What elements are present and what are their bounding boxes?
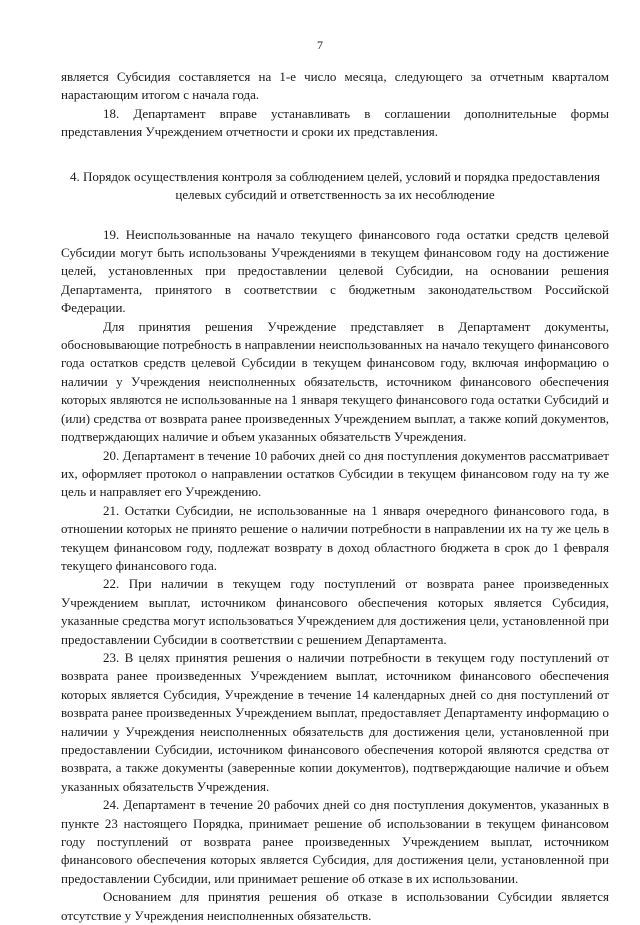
paragraph-20: 20. Департамент в течение 10 рабочих дней со дня поступления документов рассматривает их, оформляет протокол о направлении остатков Субсидии в текущем финансовом году на ту же цель и направляет его Учреждению. xyxy=(61,447,609,500)
page-number: 7 xyxy=(317,38,323,52)
document-body xyxy=(61,68,609,925)
paragraph-18: 18. Департамент вправе устанавливать в соглашении дополнительные формы представления Учреждением отчетности и сроки их представления. xyxy=(61,105,609,140)
section-heading: 4. Порядок осуществления контроля за соблюдением целей, условий и порядка предоставления целевых субсидий и ответственность за их несоблюдение xyxy=(69,168,601,202)
paragraph-19-continued: Для принятия решения Учреждение представляет в Департамент документы, обосновывающие потребность в направлении неиспользованных на начало текущего финансового года остатков средств целевой Субсидии в текущем финансовом году, включая информацию о наличии у Учреждения неисполненных обязательств, источником финансового обеспечения которых являются не использованные на 1 января текущего финансового года остатки Субсидий и (или) средства от возврата ранее произведенных Учреждением выплат, а также копий документов, подтверждающих наличие и объем указанных обязательств Учреждения. xyxy=(61,318,609,445)
paragraph-24-continued: Основанием для принятия решения об отказе в использовании Субсидии является отсутствие у Учреждения неисполненных обязательств. xyxy=(61,889,609,923)
paragraph-21: 21. Остатки Субсидии, не использованные на 1 января очередного финансового года, в отношении которых не принято решение о наличии потребности в направлении их на ту же цель в текущем финансовом году, подлежат возврату в доход областного бюджета в срок до 1 февраля текущего финансового года. xyxy=(61,502,609,573)
paragraph-22: 22. При наличии в текущем году поступлений от возврата ранее произведенных Учреждением выплат, источником финансового обеспечения которых является Субсидия, указанные средства могут использоваться Учреждением для достижения цели, установленной при предоставлении Субсидии в соответствии с решением Департамента. xyxy=(61,576,609,647)
paragraph-23: 23. В целях принятия решения о наличии потребности в текущем году поступлений от возврата ранее произведенных Учреждением выплат, источником финансового обеспечения которых является Субсидия, Учреждение в течение 14 календарных дней со дня поступлений от возврата ранее произведенных Учреждением выплат, предоставляет Департаменту информацию о наличии у Учреждения неисполненных обязательств для достижения цели, установленной при предоставлении Субсидии, источником финансового обеспечения которой являются средства от возврата, а также документы (заверенные копии документов), подтверждающие наличие и объем указанных обязательств Учреждения. xyxy=(61,649,609,794)
continuation-paragraph: является Субсидия составляется на 1-е число месяца, следующего за отчетным кварталом нарастающим итогом с начала года. xyxy=(61,69,609,103)
paragraph-19: 19. Неиспользованные на начало текущего финансового года остатки средств целевой Субсидии могут быть использованы Учреждениями в текущем финансовом году на достижение целей, установленных при предоставлении целевой Субсидии, на основании решения Департамента, принятого в соответствии с бюджетным законодательством Российской Федерации. xyxy=(61,226,609,316)
paragraph-24: 24. Департамент в течение 20 рабочих дней со дня поступления документов, указанных в пункте 23 настоящего Порядка, принимает решение об использовании в текущем финансовом году поступлений от возврата ранее произведенных Учреждением выплат, источником финансового обеспечения которых является Субсидия, для достижения цели, установленной при предоставлении Субсидии, или принимает решение об отказе в их использовании. xyxy=(61,797,609,886)
